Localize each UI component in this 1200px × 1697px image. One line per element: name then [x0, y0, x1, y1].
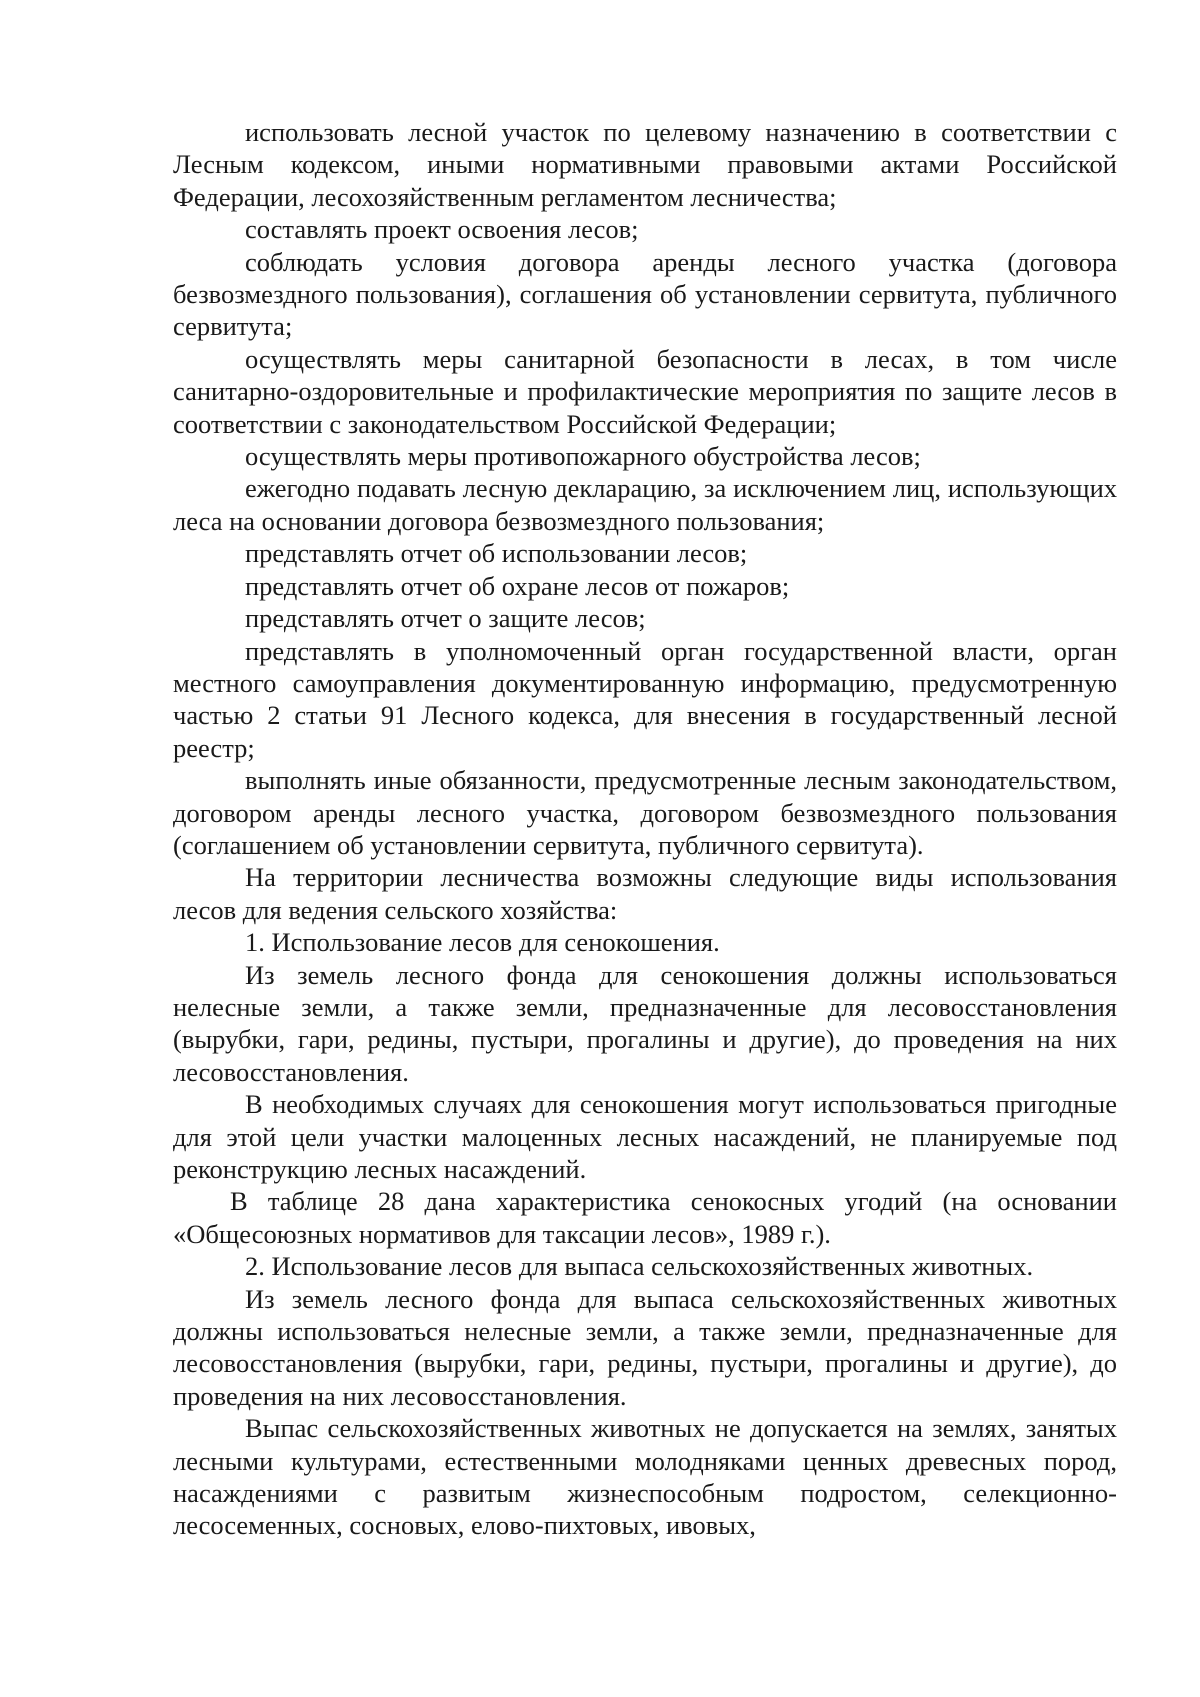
paragraph-obligation-report-fire: представлять отчет об охране лесов от пожаров; [245, 570, 790, 601]
paragraph-obligation-report-use: представлять отчет об использовании лесов; [245, 538, 748, 569]
paragraph-obligation-report-protection: представлять отчет о защите лесов; [245, 603, 646, 634]
paragraph-grazing-restrictions: Выпас сельскохозяйственных животных не допускается на землях, занятых лесными культурами, естественными молодняками ценных древесных пород, насаждениями с развитым жизнеспособным подростом, селекционно-лесосеменных, сосновых, елово-пихтовых, ивовых, [173, 1413, 1117, 1541]
paragraph-table-28-reference: В таблице 28 дана характеристика сенокосных угодий (на основании «Общесоюзных нормативов для таксации лесов», 1989 г.). [173, 1186, 1117, 1249]
paragraph-obligation-fire-prevention: осуществлять меры противопожарного обустройства лесов; [245, 441, 921, 472]
paragraph-obligation-sanitary: осуществлять меры санитарной безопасности в лесах, в том числе санитарно-оздоровительные и профилактические мероприятия по защите лесов в соответствии с законодательством Российской Федерации; [173, 343, 1117, 439]
paragraph-obligation-target-use: использовать лесной участок по целевому назначению в соответствии с Лесным кодексом, иными нормативными правовыми актами Российской Федерации, лесохозяйственным регламентом лесничества; [173, 117, 1117, 212]
heading-haymaking: 1. Использование лесов для сенокошения. [245, 927, 720, 958]
paragraph-obligation-contract: соблюдать условия договора аренды лесного участка (договора безвозмездного пользования), соглашения об установлении сервитута, публичного сервитута; [173, 246, 1117, 342]
paragraph-obligation-other: выполнять иные обязанности, предусмотренные лесным законодательством, договором аренды лесного участка, договором безвозмездного пользования (соглашением об установлении сервитута, публичного сервитута). [173, 765, 1117, 860]
paragraph-obligation-registry: представлять в уполномоченный орган государственной власти, орган местного самоуправления документированную информацию, предусмотренную частью 2 статьи 91 Лесного кодекса, для внесения в государственный лесной реестр; [173, 635, 1117, 763]
paragraph-grazing-lands: Из земель лесного фонда для выпаса сельскохозяйственных животных должны использоваться нелесные земли, а также земли, предназначенные для лесовосстановления (вырубки, гари, редины, пустыри, прогалины и другие), до проведения на них лесовосстановления. [173, 1283, 1117, 1411]
paragraph-obligation-project: составлять проект освоения лесов; [245, 214, 639, 245]
paragraph-obligation-declaration: ежегодно подавать лесную декларацию, за исключением лиц, использующих леса на основании договора безвозмездного пользования; [173, 473, 1117, 536]
document-body [173, 116, 1117, 1542]
paragraph-haymaking-lands: Из земель лесного фонда для сенокошения должны использоваться нелесные земли, а также земли, предназначенные для лесовосстановления (вырубки, гари, редины, пустыри, прогалины и другие), до проведения на них лесовосстановления. [173, 959, 1117, 1087]
paragraph-agriculture-intro: На территории лесничества возможны следующие виды использования лесов для ведения сельского хозяйства: [173, 862, 1117, 925]
paragraph-haymaking-cases: В необходимых случаях для сенокошения могут использоваться пригодные для этой цели участки малоценных лесных насаждений, не планируемые под реконструкцию лесных насаждений. [173, 1089, 1117, 1184]
heading-grazing: 2. Использование лесов для выпаса сельскохозяйственных животных. [245, 1251, 1034, 1282]
